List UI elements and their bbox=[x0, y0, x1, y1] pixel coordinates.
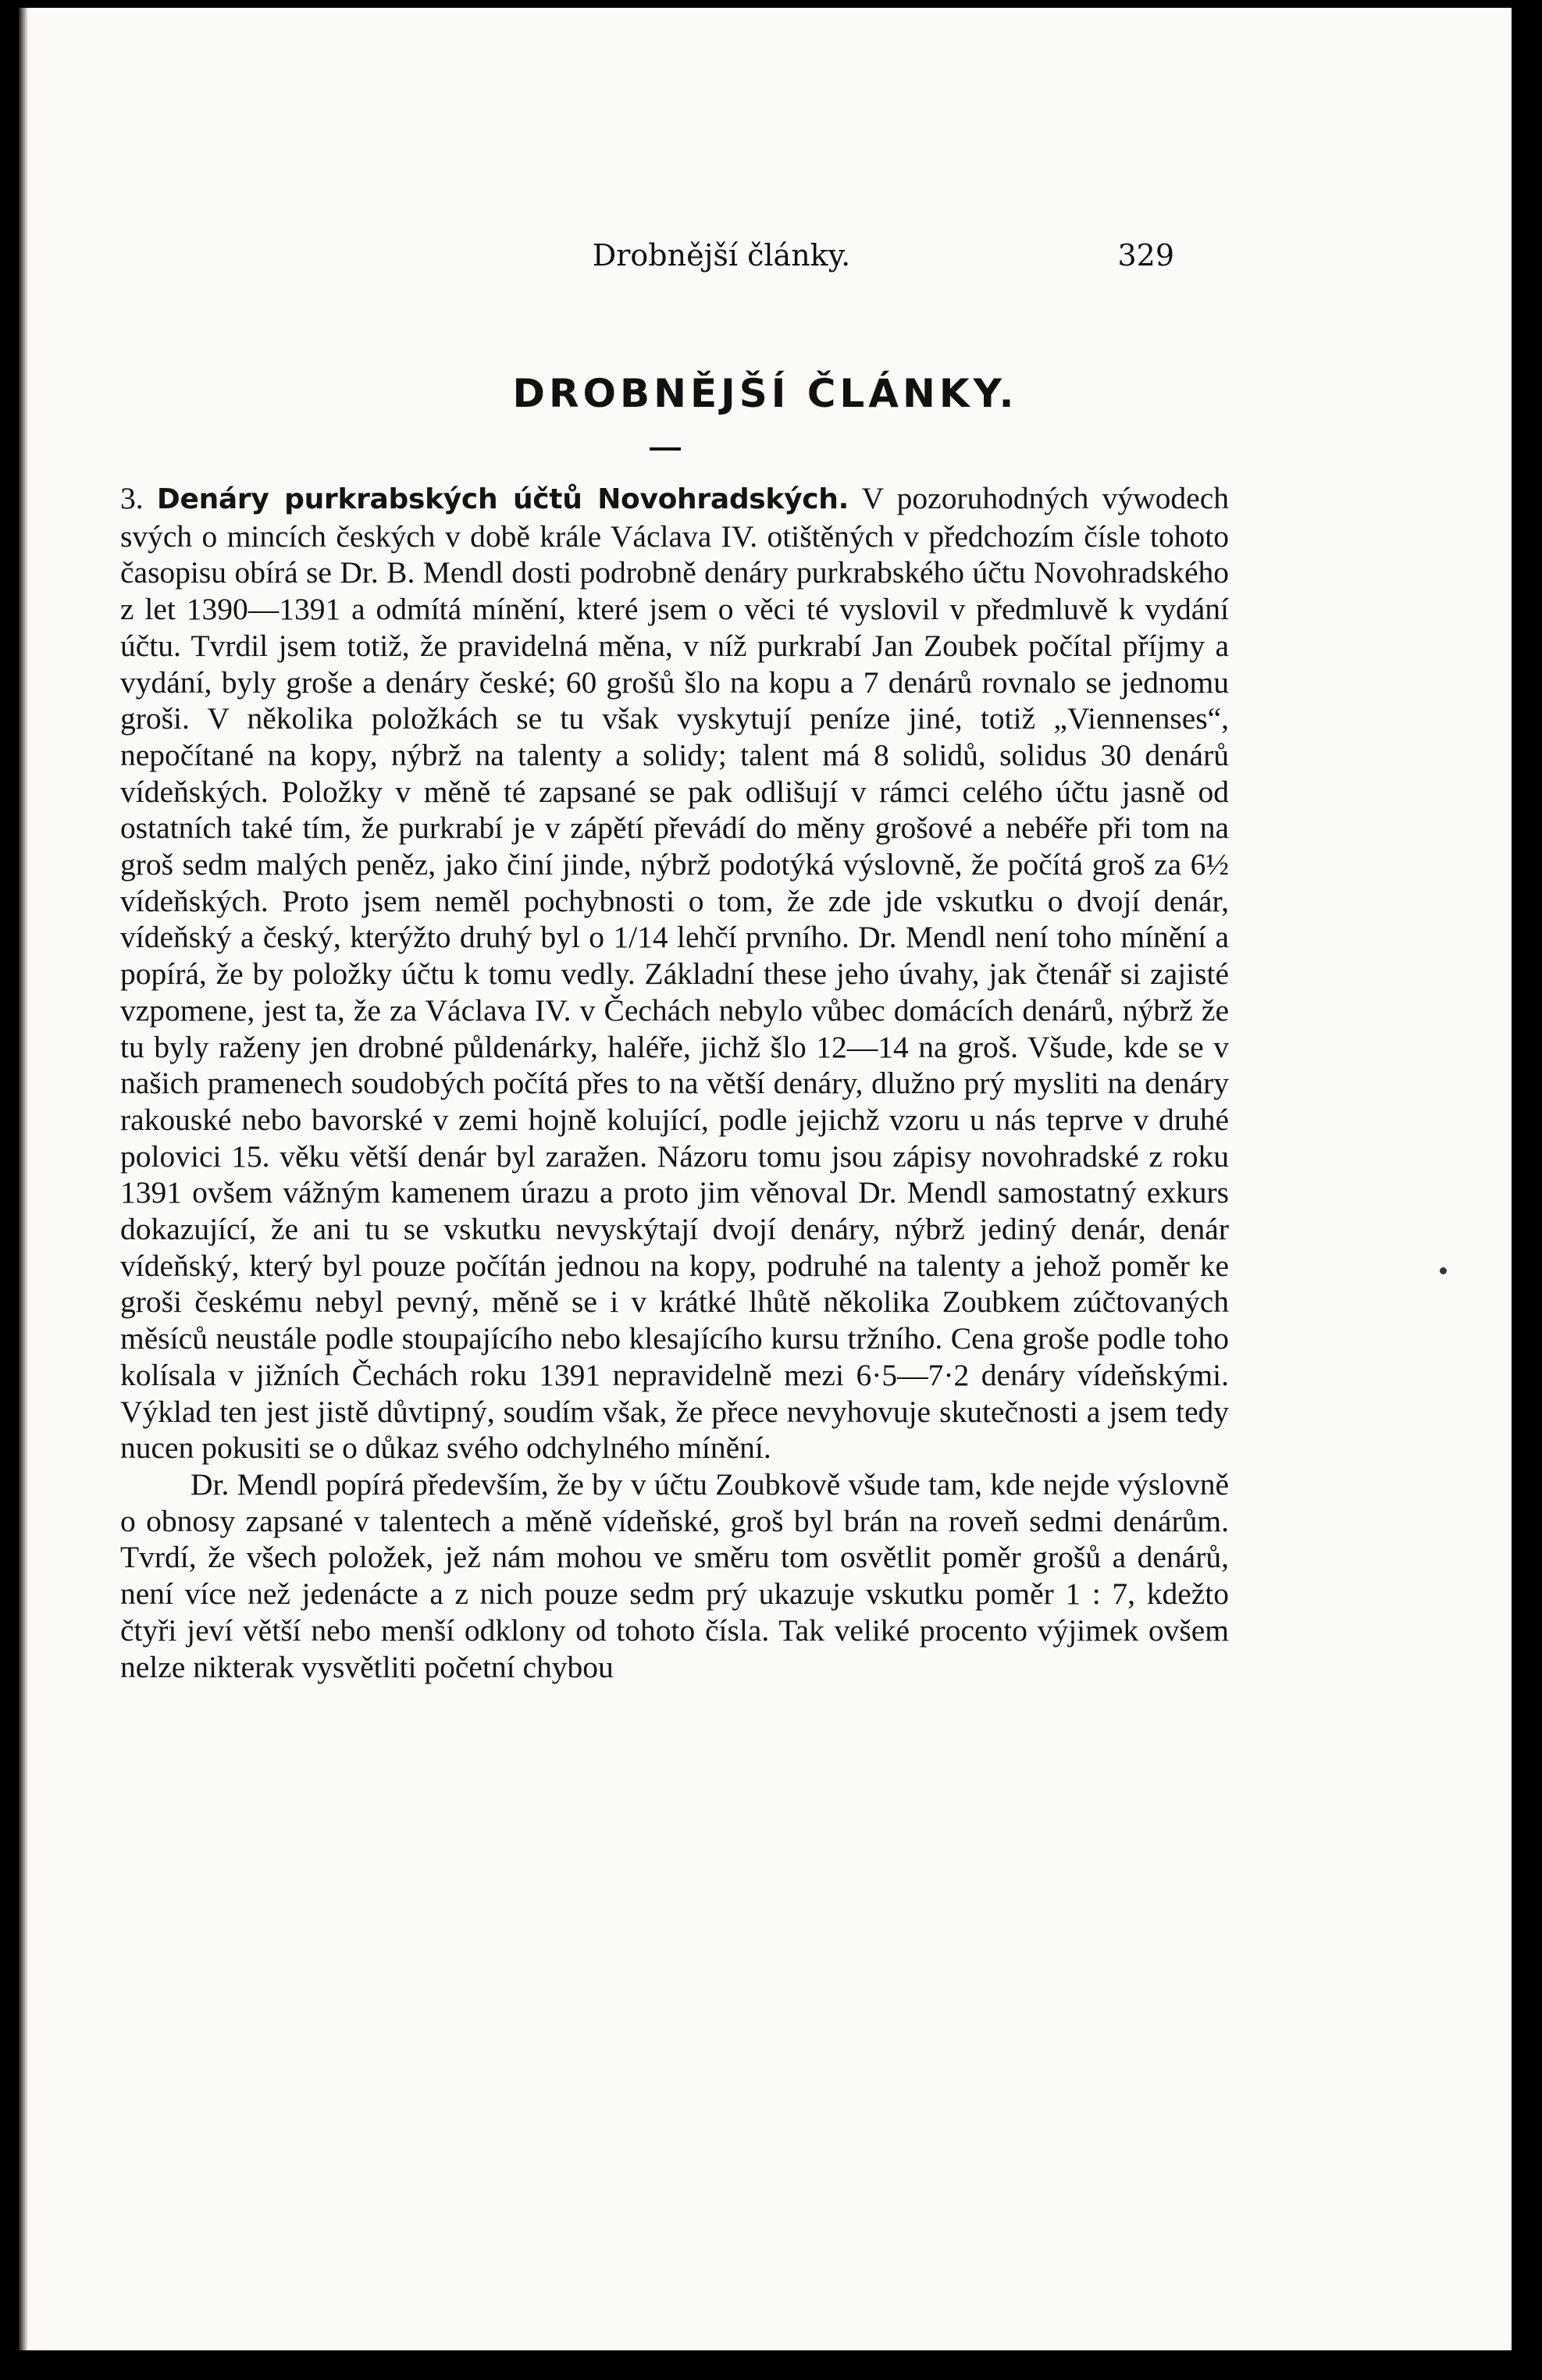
article-title: Denáry purkrabských účtů Novohradských. bbox=[156, 483, 849, 515]
article-body bbox=[120, 480, 1229, 1685]
running-head bbox=[19, 238, 1512, 285]
article-number: 3. bbox=[120, 481, 144, 515]
margin-dot bbox=[1440, 1267, 1447, 1274]
running-title: Drobnější články. bbox=[592, 238, 851, 273]
document-page bbox=[19, 8, 1512, 2350]
section-title: DROBNĚJŠÍ ČLÁNKY. bbox=[512, 371, 1018, 416]
page-number: 329 bbox=[1117, 238, 1174, 273]
title-rule bbox=[650, 447, 681, 451]
article-paragraph-2: Dr. Mendl popírá především, že by v účtu Zoubkově všude tam, kde nejde výslovně o obnosy zapsané v talentech a měně vídeňské, groš byl brán na roveň sedmi denárům. Tvrdí, že všech položek, jež nám mohou ve směru tom osvětlit poměr grošů a denárů, není více než jedenácte a z nich pouze sedm prý ukazuje vskutku poměr 1 : 7, kdežto čtyři jeví větší nebo menší odklony od tohoto čísla. Tak veliké procento výjimek ovšem nelze nikterak vysvětliti početní chybou bbox=[120, 1466, 1229, 1684]
paragraph-1-text: V pozoruhodných výwodech svých o mincích českých v době krále Václava IV. otištěných v předchozím čísle tohoto časopisu obírá se Dr. B. Mendl dosti podrobně denáry purkrabského účtu Novohradského z let 1390—1391 a odmítá mínění, které jsem o věci té vyslovil v předmluvě k vydání účtu. Tvrdil jsem totiž, že pravidelná měna, v níž purkrabí Jan Zoubek počítal příjmy a vydání, byly groše a denáry české; 60 grošů šlo na kopu a 7 denárů rovnalo se jednomu groši. V několika položkách se tu však vyskytují peníze jiné, totiž „Viennenses“, nepočítané na kopy, nýbrž na talenty a solidy; talent má 8 solidů, solidus 30 denárů vídeňských. Položky v měně té zapsané se pak odlišují v rámci celého účtu jasně od ostatních také tím, že purkrabí je v zápětí převádí do měny grošové a nebéře při tom na groš sedm malých peněz, jako činí jinde, nýbrž podotýká výslovně, že počítá groš za 6½ vídeňských. Proto jsem neměl pochybnosti o tom, že zde jde vskutku o dvojí denár, vídeňský a český, kterýžto druhý byl o 1/14 lehčí prvního. Dr. Mendl není toho mínění a popírá, že by položky účtu k tomu vedly. Základní these jeho úvahy, jak čtenář si zajisté vzpomene, jest ta, že za Václava IV. v Čechách nebylo vůbec domácích denárů, nýbrž že tu byly raženy jen drobné půldenárky, haléře, jichž šlo 12—14 na groš. Všude, kde se v našich pramenech soudobých počítá přes to na větší denáry, dlužno prý mysliti na denáry rakouské nebo bavorské v zemi hojně kolující, podle jejichž vzoru u nás teprve v druhé polovici 15. věku větší denár byl zaražen. Názoru tomu jsou zápisy novohradské z roku 1391 ovšem vážným kamenem úrazu a proto jim věnoval Dr. Mendl samostatný exkurs dokazující, že ani tu se vskutku nevyskýtají dvojí denáry, nýbrž jediný denár, denár vídeňský, který byl pouze počítán jednou na kopy, podruhé na talenty a jehož poměr ke groši českému nebyl pevný, měně se i v krátké lhůtě několika Zoubkem zúčtovaných měsíců neustále podle stoupajícího nebo klesajícího kursu tržního. Cena groše podle toho kolísala v jižních Čechách roku 1391 nepravidelně mezi 6·5—7·2 denáry vídeňskými. Výklad ten jest jistě důvtipný, soudím však, že přece nevyhovuje skutečnosti a jsem tedy nucen pokusiti se o důkaz svého odchylného mínění. bbox=[120, 481, 1229, 1466]
article-paragraph-1 bbox=[120, 480, 1229, 1466]
